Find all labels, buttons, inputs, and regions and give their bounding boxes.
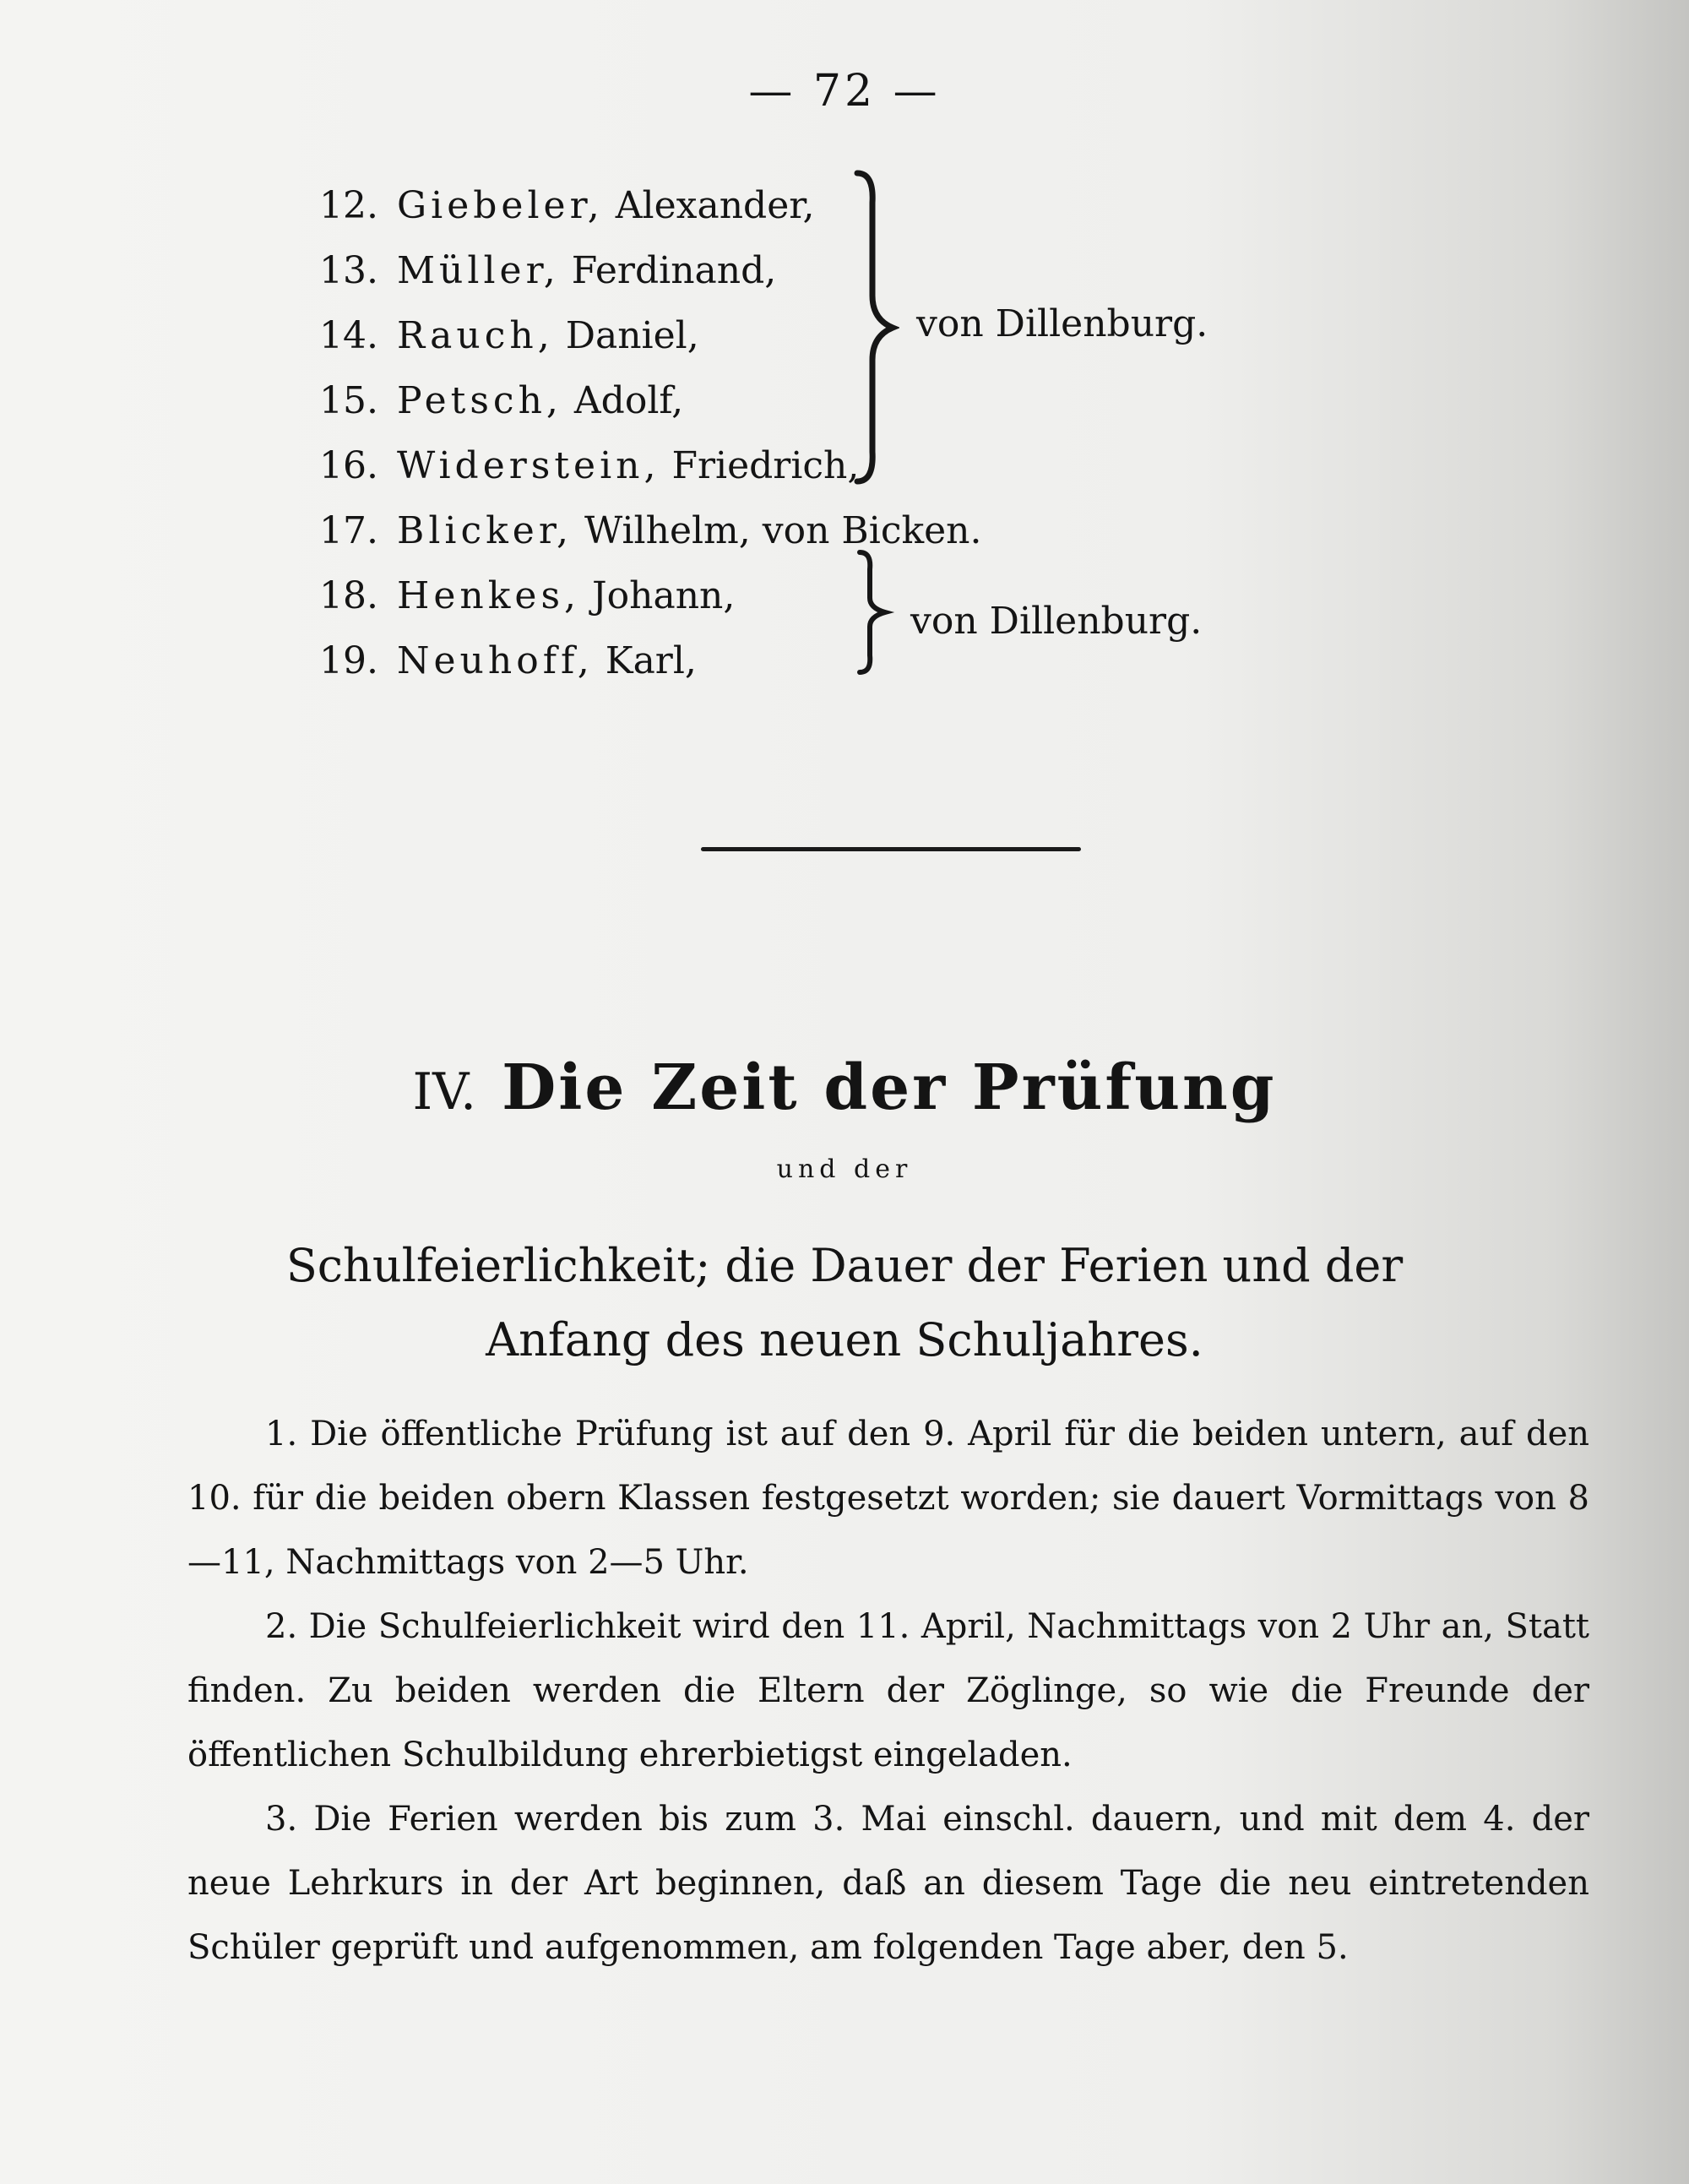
- student-surname: Müller,: [397, 249, 560, 292]
- student-surname: Henkes,: [397, 574, 581, 617]
- section-heading: [0, 1051, 1689, 1124]
- paragraph-1: 1. Die öffentliche Prüfung ist auf den 9. April für die beiden untern, auf den 10. für die beiden obern Klassen festgesetzt worden; sie dauert Vormittags von 8—11, Nachmittags von 2—5 Uhr.: [187, 1415, 1589, 1582]
- brace-group-b: [853, 549, 895, 676]
- student-surname: Giebeler,: [397, 184, 604, 227]
- student-number: 18.: [319, 574, 378, 617]
- student-given-name: Ferdinand,: [571, 249, 777, 292]
- section-subtitle: Schulfeierlichkeit; die Dauer der Ferien und der Anfang des neuen Schuljahres.: [285, 1239, 1404, 1366]
- student-given-name: Adolf,: [573, 379, 684, 422]
- student-given-name: Daniel,: [565, 314, 699, 357]
- section-title: Die Zeit der Prüfung: [502, 1051, 1277, 1124]
- section-numeral: IV.: [412, 1062, 477, 1122]
- student-number: 16.: [319, 444, 378, 487]
- student-number: 17.: [319, 509, 378, 552]
- student-number: 15.: [319, 379, 378, 422]
- student-surname: Blicker,: [397, 509, 573, 552]
- student-number: 14.: [319, 314, 378, 357]
- page-number: — 72 —: [748, 66, 941, 117]
- section-divider: [701, 847, 1081, 851]
- body-text: [187, 1402, 1589, 1980]
- student-surname: Petsch,: [397, 379, 562, 422]
- student-given-name: Alexander,: [615, 184, 815, 227]
- student-given-name: Karl,: [605, 639, 697, 682]
- student-given-name: Johann,: [592, 574, 736, 617]
- student-given-name: Friedrich,: [671, 444, 860, 487]
- student-given-name: Wilhelm, von Bicken.: [584, 509, 982, 552]
- group-b-origin: von Dillenburg.: [910, 600, 1203, 643]
- section-subtitle-small: und der: [776, 1154, 913, 1184]
- student-surname: Widerstein,: [397, 444, 660, 487]
- student-number: 13.: [319, 249, 378, 292]
- paragraph-3: 3. Die Ferien werden bis zum 3. Mai einschl. dauern, und mit dem 4. der neue Lehrkurs in der Art beginnen, daß an diesem Tage die neu eintretenden Schüler geprüft und aufgenommen, am folgenden Tage aber, den 5.: [187, 1800, 1589, 1967]
- group-a-origin: von Dillenburg.: [916, 302, 1208, 345]
- paragraph-2: 2. Die Schulfeierlichkeit wird den 11. April, Nachmittags von 2 Uhr an, Statt finden. Zu beiden werden die Eltern der Zöglinge, so wie die Freunde der öffentlichen Schulbildung ehrerbietigst eingeladen.: [187, 1607, 1589, 1774]
- student-number: 12.: [319, 184, 378, 227]
- student-surname: Neuhoff,: [397, 639, 594, 682]
- brace-group-a: [849, 169, 899, 486]
- student-number: 19.: [319, 639, 378, 682]
- student-surname: Rauch,: [397, 314, 554, 357]
